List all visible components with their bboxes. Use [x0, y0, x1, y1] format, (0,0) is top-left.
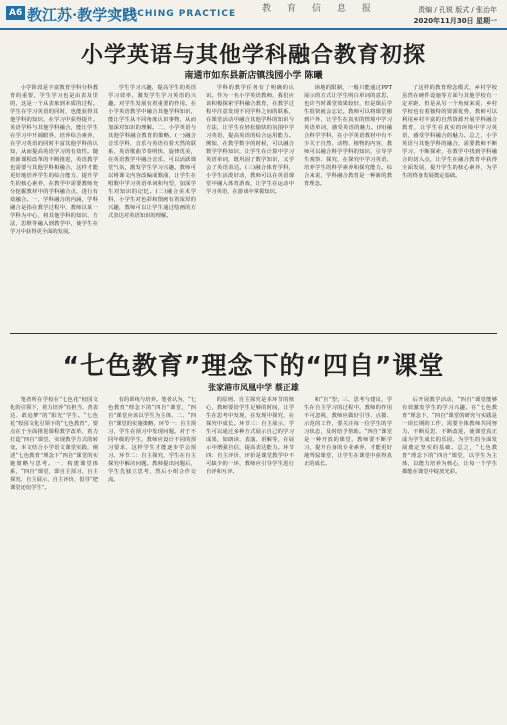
paragraph: 学科的教学任务有了明确的认识。作为一名小学英语教师，我们应该积极探索学科融合教育，在教学过程中注意发现不同学科之间的联系，在课堂活动中融合其他学科的知识与方法，让学生在轻松愉快的氛围中学习英语，提高英语的综合运用能力。例如，在教学数字的时候，可以融合数学学科知识，让学生在计算中学习英语单词，既巩固了数学知识，又学会了英语表达。(三)融合体育学科，小学生活泼好动，教师可以在英语课堂中融入体育游戏，让学生在运动中学习英语，在游戏中掌握知识。: [206, 85, 294, 195]
section-title-en: TEACHING PRACTICE: [115, 9, 237, 19]
article1-column-3: [206, 84, 294, 328]
article1-column-5: [402, 84, 497, 328]
article2-column-1: [10, 396, 98, 718]
paragraph: 有的训练与培养。笔者认为，“七色教育”理念下的“四自”课堂，“四自”课堂应该以学生为主体，二、“四自”课堂的实施策略，环节一：自主预习，学生在预习中发现问题。对于不同年级的学生，教师应设计不同的预习要求，这样学生才能逐步学会预习。环节二：自主探究，学生在自主探究中解决问题。教师提出问题后，学生先独立思考，然后小组合作交流。: [108, 397, 196, 483]
article2-column-4: [304, 396, 392, 718]
article1-column-4: [304, 84, 392, 328]
paragraph: 学生学习兴趣，提高学生的英语学习效率，激发学生学习英语的兴趣。对学生发展有着重要的作用。在小学英语教学中融合其他学科知识，能让学生从不同角度认识事物，从而加深对知识的理解。二、小学英语与其他学科融合教育的策略，(一)融合音乐学科，音乐与英语有着天然的联系，英语歌曲节奏明快，旋律优美，在英语教学中融合音乐，可以活跃课堂气氛，激发学生学习兴趣。教师可以将课文内容改编成歌曲，让学生在唱歌中学习英语单词和句型，加深学生对知识的记忆。(二)融合美术学科，小学生对色彩和图画有着浓厚的兴趣，教师可以让学生通过绘画的方式表达对英语知识的理解。: [108, 85, 196, 219]
paragraph: 笔者所在学校在“七色花”校园文化的引领下，着力培养“有担当、善表达、敢追梦”的“阳光”学生。“七色花”校园文化引领下的“七色教育”，要点在于全面推进课程教学改革，着力打造“四自”课堂，实现教学方式的转变。本文结合小学语文课堂实践，阐述“七色教育”理念下“四自”课堂的实施策略与思考。一、构建课堂体系，“四自”课堂，即自主预习、自主探究、自主展示、自主评价，倡导“把课堂还给学生”。: [10, 397, 98, 491]
article2-column-2: [108, 396, 196, 718]
paragraph: 的原则，自主探究是本环节的核心，教师要给学生足够的时间，让学生在思考中发现，在发现中探究，在探究中成长。环节三：自主展示，学生可以通过多种方式展示自己的学习成果，如朗读、表演、讲解等，在展示中增强自信，提高表达能力。环节四：自主评价，评价是课堂教学中不可缺少的一环，教师应引导学生进行自评和互评。: [206, 397, 294, 475]
editor-line: 责编 / 孔锐 版式 / 张治年: [418, 6, 497, 14]
article-separator: [10, 333, 497, 334]
paragraph: 小学阶段是丰富教育学科分科教育的重要，学生学习也是由表及里的，这是一个从表象到本质的过程。学生在学习英语的同时，也能获得其他学科的知识，在学习中获得提升。英语学科与其他学科融合，能让学生在学习中开阔眼界，培养综合素养，在学习英语的同时丰富其他学科的认知，从而提高英语学习的有效性。随着新课程改革的不断推进，英语教学也需要与其他学科相融合，这样才能更好地培养学生的综合能力，提升学生的核心素养，在教学中需要教师充分挖掘教材中的学科融合点，进行有效融合。一、学科融合的内涵，学科融合是指在教学过程中，教师以某一学科为中心，将其他学科的知识、方法、思维等融入到教学中，使学生在学习中获得更全面的发展。: [10, 85, 98, 235]
paragraph: 场地的限制，一般只能通过PPT展示的方式让学生明白单词的意思，也许当时课堂效果较好，但是课后学生很快就会忘记。教师可以将课堂搬到户外，让学生在真实的情境中学习英语单词，感受英语的魅力。(四)融合科学学科，在小学英语教材中有不少关于自然、动物、植物的内容，教师可以融合科学学科的知识，引导学生观察、探究，在探究中学习英语，培养学生的科学素养和探究能力。综合来说，学科融合教育是一种新的教育理念。: [304, 85, 392, 187]
article2-column-5: [402, 396, 497, 718]
article1-author: 南通市如东县新店镇浅园小学 陈曦: [184, 71, 323, 81]
header-rule: [0, 28, 507, 30]
article2-title: “七色教育”理念下的“四自”课堂: [62, 351, 445, 380]
paragraph: 和“自”型；三、思考与建议，学生在自主学习的过程中，教师的作用不可忽视，教师应做好引导、点拨、示范的工作，要关注每一位学生的学习状态，及时给予帮助。“四自”课堂是一种开放的课堂，教师要不断学习，提升自身的专业素养，才能更好地驾驭课堂，让学生在课堂中获得真正的成长。: [304, 397, 392, 467]
page-header: [0, 0, 507, 30]
article1-column-2: [108, 84, 196, 328]
paragraph: 了这样的教育理念模式，乡村学校虽然在硬件设施等方面与其他学校有一定差距，但是从另一个角度来说，乡村学校也有着独特的资源优势，教师可以利用乡村丰富的自然资源开展学科融合教育，让学生在真实的环境中学习英语，感受学科融合的魅力。总之，小学英语与其他学科的融合，需要教师不断学习、不断探索，在教学中找到学科融合的切入点，让学生在融合教育中获得全面发展，提升学生的核心素养，为学生的终身发展奠定基础。: [402, 85, 497, 179]
article1-title: 小学英语与其他学科融合教育初探: [80, 43, 426, 68]
article1-column-1: [10, 84, 98, 328]
section-title: 教江苏·教学实践: [27, 6, 138, 24]
masthead: 教育信息报: [262, 4, 388, 14]
page-number: A6: [6, 6, 25, 20]
paragraph: 后开展教学活动，“四自”课堂能够有效激发学生的学习兴趣。在“七色教育”理念下，“四自”课堂的研究与实践是一项长期的工作，需要全体教师共同努力，不断反思、不断改进，使课堂真正成为学生成长的乐园，为学生的全面发展奠定坚实的基础。总之，“七色教育”理念下的“四自”课堂，以学生为主体，以能力培养为核心，让每一个学生都能在课堂中绽放光彩。: [402, 397, 497, 475]
article2-column-3: [206, 396, 294, 718]
date-line: 2020年11月30日 星期一: [413, 17, 497, 25]
article2-author: 张家港市凤凰中学 蔡正雄: [208, 382, 299, 392]
